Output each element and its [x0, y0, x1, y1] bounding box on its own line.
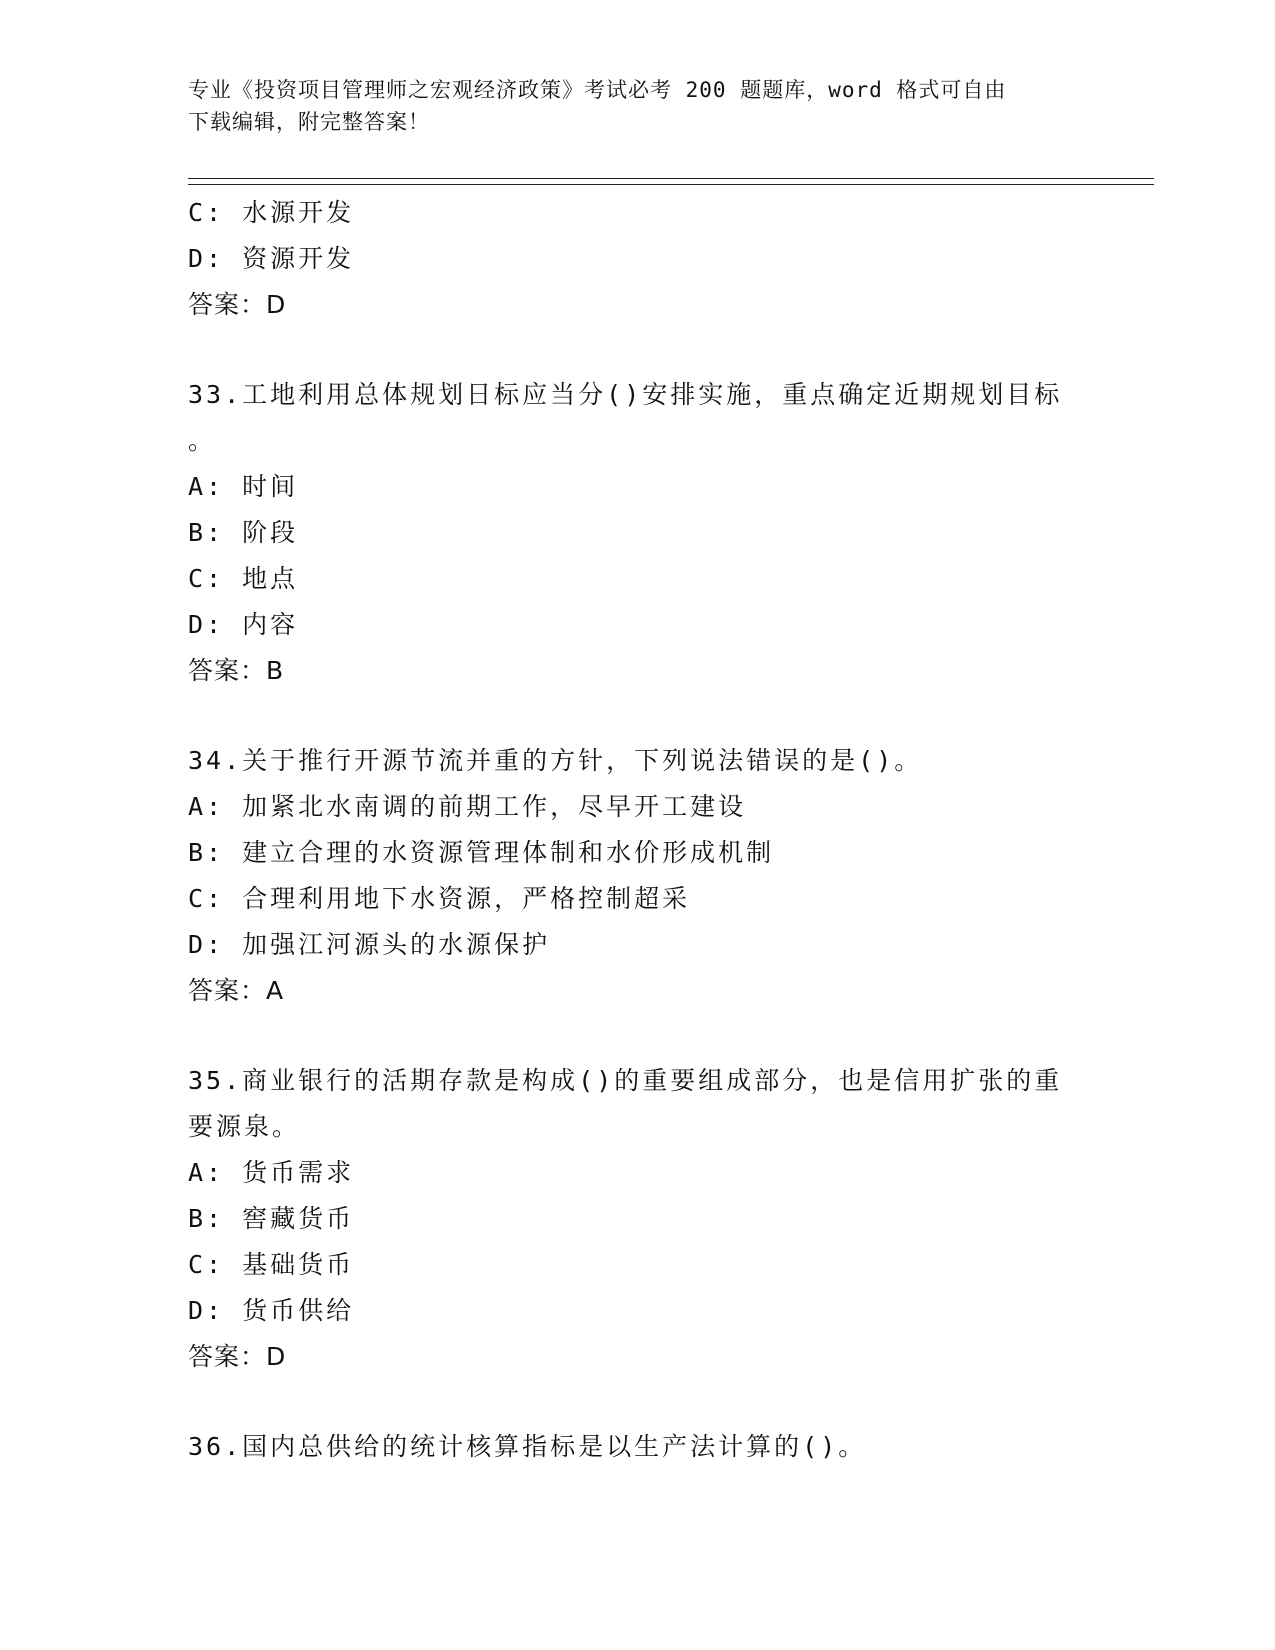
option-a: A: 加紧北水南调的前期工作，尽早开工建设 [188, 792, 747, 821]
header-divider [188, 178, 1154, 185]
option-c: C: 水源开发 [188, 198, 355, 227]
question-content [188, 190, 1078, 1470]
question-stem-continued: 。 [188, 426, 217, 455]
question-stem: 33.工地利用总体规划日标应当分()安排实施，重点确定近期规划目标 [188, 380, 1063, 409]
question-34 [188, 738, 1078, 1014]
option-b: B: 建立合理的水资源管理体制和水价形成机制 [188, 838, 775, 867]
question-36 [188, 1424, 1078, 1470]
option-d: D: 内容 [188, 610, 299, 639]
question-stem: 35.商业银行的活期存款是构成()的重要组成部分，也是信用扩张的重 [188, 1066, 1063, 1095]
question-stem-continued: 要源泉。 [188, 1112, 301, 1141]
document-header [188, 74, 1078, 138]
header-line-2: 下载编辑，附完整答案！ [188, 110, 430, 134]
answer-line: 答案：A [188, 976, 285, 1005]
option-d: D: 资源开发 [188, 244, 355, 273]
header-line-1: 专业《投资项目管理师之宏观经济政策》考试必考 200 题题库，word 格式可自由 [188, 78, 1007, 102]
previous-question-tail [188, 190, 1078, 328]
question-35 [188, 1058, 1078, 1380]
answer-line: 答案：D [188, 290, 287, 319]
option-a: A: 时间 [188, 472, 299, 501]
option-a: A: 货币需求 [188, 1158, 355, 1187]
option-c: C: 地点 [188, 564, 299, 593]
question-stem: 34.关于推行开源节流并重的方针，下列说法错误的是()。 [188, 746, 923, 775]
option-b: B: 阶段 [188, 518, 299, 547]
option-c: C: 基础货币 [188, 1250, 355, 1279]
answer-line: 答案：B [188, 656, 285, 685]
question-33 [188, 372, 1078, 694]
answer-line: 答案：D [188, 1342, 287, 1371]
option-d: D: 货币供给 [188, 1296, 355, 1325]
option-c: C: 合理利用地下水资源，严格控制超采 [188, 884, 691, 913]
question-stem: 36.国内总供给的统计核算指标是以生产法计算的()。 [188, 1432, 867, 1461]
option-d: D: 加强江河源头的水源保护 [188, 930, 551, 959]
option-b: B: 窖藏货币 [188, 1204, 355, 1233]
